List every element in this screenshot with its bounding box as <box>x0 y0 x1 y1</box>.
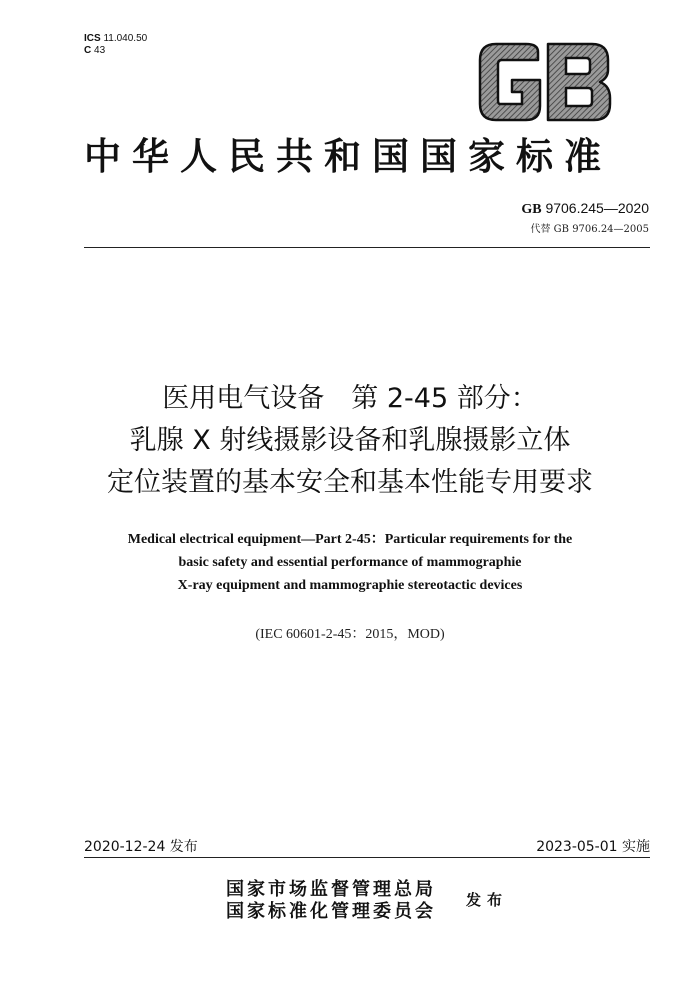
ccs-code <box>84 45 147 57</box>
issue-date: 2020-12-24 发布 <box>84 839 198 855</box>
english-title-line-1: Medical electrical equipment—Part 2-45：Particular requirements for the <box>127 532 573 547</box>
gb-logo-icon <box>474 40 614 124</box>
gb-logo <box>474 40 614 124</box>
ics-code <box>84 33 147 45</box>
gb-prefix: GB <box>521 202 542 217</box>
chinese-title-line-2: 乳腺 X 射线摄影设备和乳腺摄影立体 <box>129 425 571 456</box>
publish-label: 发布 <box>466 891 509 909</box>
top-divider <box>84 247 650 248</box>
english-title <box>60 528 640 597</box>
issuing-authorities <box>226 879 436 923</box>
ics-value: 11.040.50 <box>103 33 148 44</box>
chinese-title <box>60 378 640 504</box>
replaces-note: 代替 GB 9706.24—2005 <box>530 224 649 235</box>
ccs-label: C <box>84 45 92 56</box>
english-title-line-2: basic safety and essential performance of mammographie <box>178 555 522 570</box>
standard-number-block <box>521 200 649 235</box>
issuer-samr: 国家市场监督管理总局 <box>226 879 436 900</box>
chinese-title-line-3: 定位装置的基本安全和基本性能专用要求 <box>107 467 593 498</box>
standard-number <box>521 200 649 218</box>
iec-reference: (IEC 60601-2-45：2015，MOD) <box>255 627 445 642</box>
ccs-value: 43 <box>94 45 106 56</box>
classification-codes <box>84 33 147 57</box>
gb-number-value: 9706.245—2020 <box>545 200 649 216</box>
standard-name: 中华人民共和国国家标准 <box>84 134 612 178</box>
ics-label: ICS <box>84 33 101 44</box>
english-title-line-3: X-ray equipment and mammographie stereotactic devices <box>177 578 523 593</box>
implementation-date: 2023-05-01 实施 <box>536 839 650 855</box>
issuer-sac: 国家标准化管理委员会 <box>226 901 436 922</box>
bottom-divider <box>84 857 650 858</box>
chinese-title-line-1: 医用电气设备 第 2-45 部分： <box>162 383 538 414</box>
